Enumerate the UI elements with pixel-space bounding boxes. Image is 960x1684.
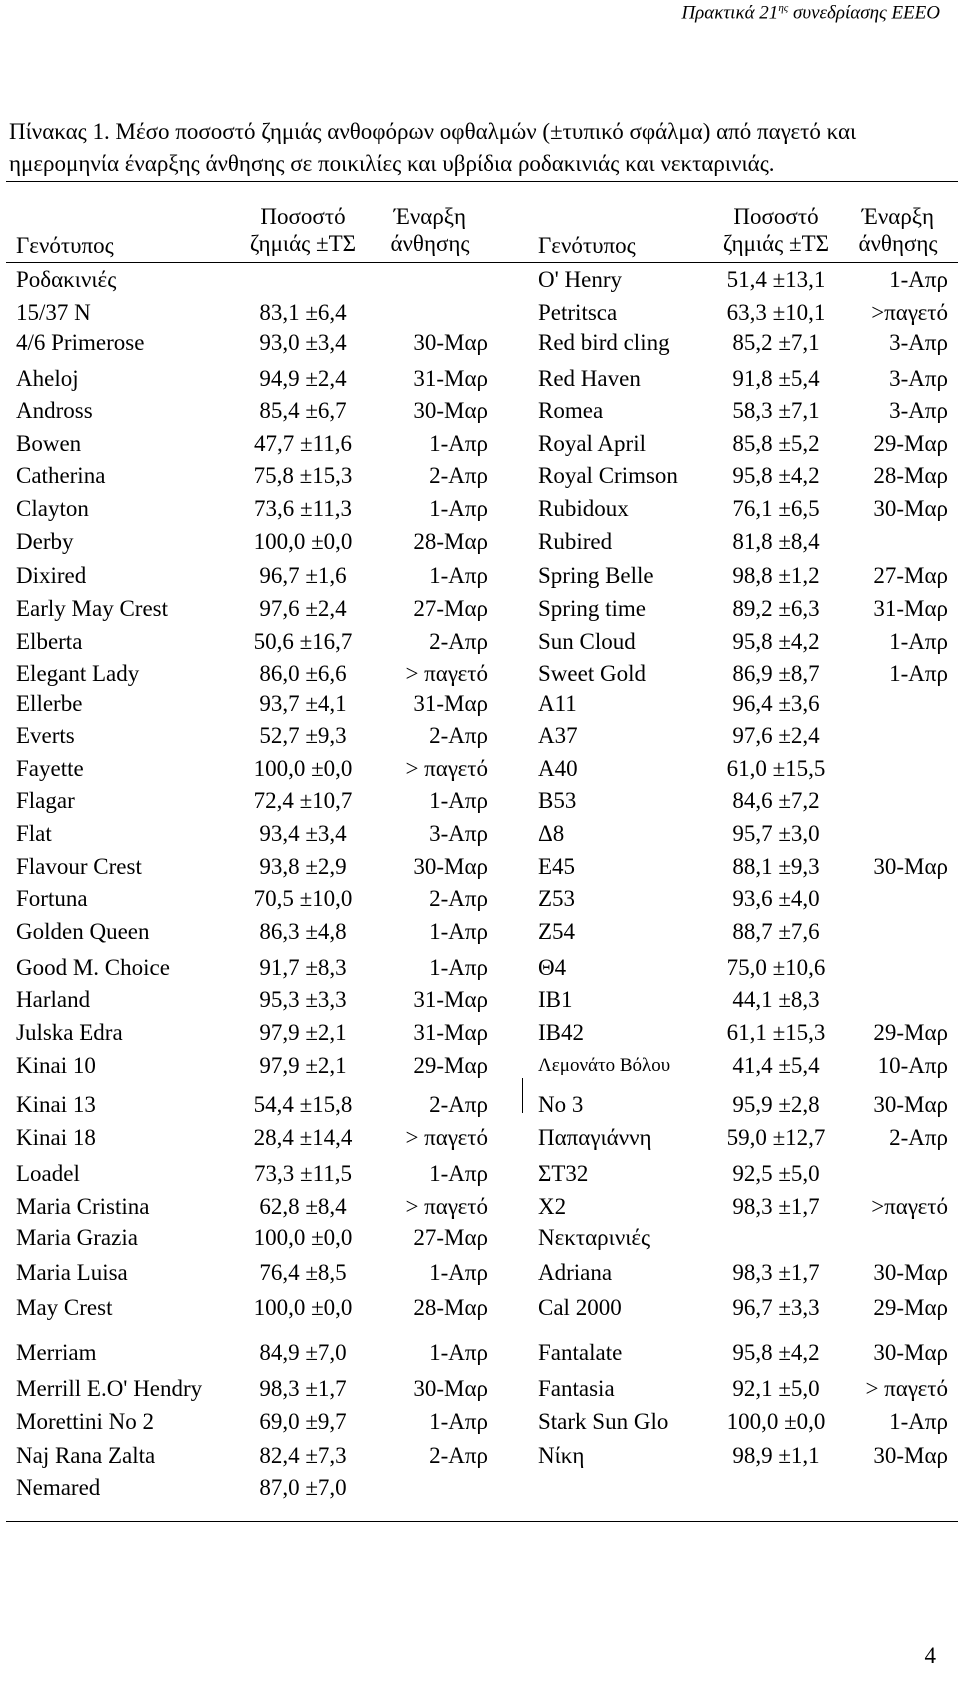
- bloom-date-cell: 3-Απρ: [889, 398, 948, 423]
- damage-cell: 93,0 ±3,4: [259, 330, 347, 355]
- genotype-cell: Fortuna: [16, 886, 88, 911]
- table-row: [0, 364, 960, 394]
- bloom-date-cell: 28-Μαρ: [873, 463, 948, 488]
- bloom-date-cell: 29-Μαρ: [873, 1295, 948, 1320]
- bloom-date-cell: > παγετό: [405, 756, 488, 781]
- table-row: [0, 461, 960, 491]
- damage-cell: 61,1 ±15,3: [726, 1020, 826, 1045]
- genotype-cell: Sun Cloud: [538, 629, 636, 654]
- bloom-date-cell: 1-Απρ: [429, 919, 488, 944]
- damage-cell: 100,0 ±0,0: [726, 1409, 826, 1434]
- genotype-cell: Flagar: [16, 788, 75, 813]
- genotype-cell: Morettini No 2: [16, 1409, 154, 1434]
- table-row: [0, 884, 960, 914]
- genotype-cell: Julska Edra: [16, 1020, 123, 1045]
- genotype-cell: Spring Belle: [538, 563, 654, 588]
- damage-cell: 85,8 ±5,2: [732, 431, 820, 456]
- genotype-cell: Early May Crest: [16, 596, 169, 621]
- genotype-cell: Rubired: [538, 529, 613, 554]
- damage-cell: 100,0 ±0,0: [253, 756, 353, 781]
- running-header: Πρακτικά $21^{\eta\varsigma}$ συνεδρίασης ΕΕΕΟ: [681, 2, 940, 24]
- bloom-date-cell: 2-Απρ: [429, 1443, 488, 1468]
- genotype-cell: Kinai 13: [16, 1092, 96, 1117]
- bloom-date-cell: 29-Μαρ: [873, 1020, 948, 1045]
- genotype-cell: Maria Cristina: [16, 1194, 150, 1219]
- genotype-cell: Aheloj: [16, 366, 79, 391]
- damage-cell: 96,7 ±1,6: [259, 563, 347, 588]
- genotype-cell: Νίκη: [538, 1443, 585, 1468]
- bloom-date-cell: 31-Μαρ: [413, 691, 488, 716]
- bloom-date-cell: 30-Μαρ: [873, 1260, 948, 1285]
- table-row: [0, 659, 960, 689]
- table-row: [0, 1407, 960, 1437]
- genotype-cell: May Crest: [16, 1295, 113, 1320]
- genotype-cell: B53: [538, 788, 577, 813]
- damage-cell: 50,6 ±16,7: [253, 629, 353, 654]
- damage-cell: 47,7 ±11,6: [253, 431, 353, 456]
- header-damage-left: Ποσοστό ζημιάς ±ΤΣ: [249, 204, 357, 256]
- genotype-cell: A37: [538, 723, 578, 748]
- damage-cell: 76,4 ±8,5: [259, 1260, 347, 1285]
- header-damage-right: Ποσοστό ζημιάς ±ΤΣ: [722, 204, 830, 256]
- bloom-date-cell: > παγετό: [865, 1376, 948, 1401]
- genotype-cell: 4/6 Primerose: [16, 330, 145, 355]
- table-row: [0, 1258, 960, 1288]
- damage-cell: 75,8 ±15,3: [253, 463, 353, 488]
- bloom-date-cell: >παγετό: [871, 300, 948, 325]
- table-row: [0, 429, 960, 459]
- table-row: [0, 396, 960, 426]
- genotype-cell: Everts: [16, 723, 75, 748]
- damage-cell: 95,8 ±4,2: [732, 463, 820, 488]
- bloom-date-cell: 1-Απρ: [889, 661, 948, 686]
- bloom-date-cell: 30-Μαρ: [413, 1376, 488, 1401]
- genotype-cell: Romea: [538, 398, 604, 423]
- bloom-date-cell: > παγετό: [405, 1125, 488, 1150]
- genotype-cell: Fantasia: [538, 1376, 615, 1401]
- damage-cell: 41,4 ±5,4: [732, 1053, 820, 1078]
- genotype-cell: Sweet Gold: [538, 661, 646, 686]
- genotype-cell: Nemared: [16, 1475, 101, 1500]
- table-row: [0, 1192, 960, 1222]
- damage-cell: 98,3 ±1,7: [732, 1260, 820, 1285]
- genotype-cell: Elberta: [16, 629, 83, 654]
- damage-cell: 97,9 ±2,1: [259, 1053, 347, 1078]
- genotype-cell: Golden Queen: [16, 919, 150, 944]
- damage-cell: 70,5 ±10,0: [253, 886, 353, 911]
- bloom-date-cell: 1-Απρ: [429, 955, 488, 980]
- bloom-date-cell: 3-Απρ: [889, 366, 948, 391]
- table-row: [0, 721, 960, 751]
- genotype-cell: Red Haven: [538, 366, 641, 391]
- genotype-cell: Ellerbe: [16, 691, 83, 716]
- bloom-date-cell: 30-Μαρ: [873, 1340, 948, 1365]
- bloom-date-cell: 30-Μαρ: [873, 1443, 948, 1468]
- bloom-date-cell: 2-Απρ: [429, 723, 488, 748]
- table-row: [0, 1051, 960, 1081]
- genotype-cell: Adriana: [538, 1260, 613, 1285]
- bloom-date-cell: 3-Απρ: [429, 821, 488, 846]
- genotype-cell: Merriam: [16, 1340, 97, 1365]
- damage-cell: 81,8 ±8,4: [732, 529, 820, 554]
- genotype-cell: Δ8: [538, 821, 565, 846]
- damage-cell: 86,3 ±4,8: [259, 919, 347, 944]
- genotype-cell: Royal April: [538, 431, 646, 456]
- genotype-cell: Θ4: [538, 955, 567, 980]
- column-divider-mark: [522, 1078, 523, 1113]
- genotype-cell: Loadel: [16, 1161, 80, 1186]
- damage-cell: 93,4 ±3,4: [259, 821, 347, 846]
- genotype-cell: Maria Luisa: [16, 1260, 128, 1285]
- table-row: [0, 1090, 960, 1120]
- bloom-date-cell: 30-Μαρ: [413, 398, 488, 423]
- table-top-rule: [6, 181, 958, 182]
- genotype-cell: IB1: [538, 987, 573, 1012]
- genotype-cell: Merrill E.O' Hendry: [16, 1376, 203, 1401]
- damage-cell: 96,7 ±3,3: [732, 1295, 820, 1320]
- genotype-cell: Kinai 10: [16, 1053, 96, 1078]
- table-caption: Πίνακας 1. Μέσο ποσοστό ζημιάς ανθοφόρων οφθαλμών (±τυπικό σφάλμα) από παγετό και ημερομηνία έναρξης άνθησης σε ποικιλίες και υβρίδια ροδακινιάς και νεκταρινιάς.: [9, 119, 857, 176]
- damage-cell: 93,6 ±4,0: [732, 886, 820, 911]
- genotype-cell: Derby: [16, 529, 74, 554]
- genotype-cell: O' Henry: [538, 267, 622, 292]
- damage-cell: 84,9 ±7,0: [259, 1340, 347, 1365]
- bloom-date-cell: 3-Απρ: [889, 330, 948, 355]
- genotype-cell: Flavour Crest: [16, 854, 142, 879]
- damage-cell: 89,2 ±6,3: [732, 596, 820, 621]
- header-bloom-left: Έναρξη άνθησης: [390, 204, 470, 256]
- damage-cell: 76,1 ±6,5: [732, 496, 820, 521]
- damage-cell: 86,9 ±8,7: [732, 661, 820, 686]
- table-row: [0, 689, 960, 719]
- table-row: [0, 1018, 960, 1048]
- table-row: [0, 527, 960, 557]
- table-row: [0, 627, 960, 657]
- genotype-cell: Good M. Choice: [16, 955, 170, 980]
- damage-cell: 95,8 ±4,2: [732, 629, 820, 654]
- genotype-cell: Dixired: [16, 563, 87, 588]
- bloom-date-cell: 2-Απρ: [429, 629, 488, 654]
- damage-cell: 95,9 ±2,8: [732, 1092, 820, 1117]
- genotype-cell: Spring time: [538, 596, 646, 621]
- bloom-date-cell: 29-Μαρ: [413, 1053, 488, 1078]
- damage-cell: 100,0 ±0,0: [253, 1295, 353, 1320]
- damage-cell: 97,9 ±2,1: [259, 1020, 347, 1045]
- damage-cell: 62,8 ±8,4: [259, 1194, 347, 1219]
- genotype-cell: Z54: [538, 919, 576, 944]
- genotype-cell: X2: [538, 1194, 567, 1219]
- damage-cell: 51,4 ±13,1: [726, 267, 826, 292]
- table-row: [0, 786, 960, 816]
- damage-cell: 91,7 ±8,3: [259, 955, 347, 980]
- bloom-date-cell: 2-Απρ: [429, 886, 488, 911]
- genotype-cell: Bowen: [16, 431, 82, 456]
- table-row: [0, 985, 960, 1015]
- header-genotype-left: Γενότυπος: [16, 233, 114, 258]
- damage-cell: 28,4 ±14,4: [253, 1125, 353, 1150]
- bloom-date-cell: 1-Απρ: [429, 1260, 488, 1285]
- damage-cell: 58,3 ±7,1: [732, 398, 820, 423]
- damage-cell: 59,0 ±12,7: [726, 1125, 826, 1150]
- damage-cell: 69,0 ±9,7: [259, 1409, 347, 1434]
- damage-cell: 98,3 ±1,7: [732, 1194, 820, 1219]
- bloom-date-cell: 1-Απρ: [889, 1409, 948, 1434]
- genotype-cell: 15/37 N: [16, 300, 91, 325]
- bloom-date-cell: 1-Απρ: [429, 431, 488, 456]
- damage-cell: 87,0 ±7,0: [259, 1475, 347, 1500]
- table-row: [0, 917, 960, 947]
- genotype-cell: Fayette: [16, 756, 84, 781]
- damage-cell: 88,1 ±9,3: [732, 854, 820, 879]
- table-row: [0, 1374, 960, 1404]
- damage-cell: 97,6 ±2,4: [259, 596, 347, 621]
- genotype-cell: No 3: [538, 1092, 584, 1117]
- table-row: [0, 494, 960, 524]
- bloom-date-cell: >παγετό: [871, 1194, 948, 1219]
- bloom-date-cell: 30-Μαρ: [873, 496, 948, 521]
- bloom-date-cell: > παγετό: [405, 1194, 488, 1219]
- damage-cell: 75,0 ±10,6: [726, 955, 826, 980]
- damage-cell: 98,8 ±1,2: [732, 563, 820, 588]
- table-row: [0, 1338, 960, 1368]
- bloom-date-cell: 31-Μαρ: [873, 596, 948, 621]
- bloom-date-cell: 2-Απρ: [429, 463, 488, 488]
- bloom-date-cell: 28-Μαρ: [413, 1295, 488, 1320]
- genotype-cell: Kinai 18: [16, 1125, 96, 1150]
- table-row: [0, 1473, 960, 1503]
- header-bloom-right: Έναρξη άνθησης: [858, 204, 938, 256]
- table-row: [0, 265, 960, 295]
- genotype-cell: Harland: [16, 987, 91, 1012]
- genotype-cell: Rubidoux: [538, 496, 629, 521]
- table-row: [0, 953, 960, 983]
- bloom-date-cell: 1-Απρ: [889, 267, 948, 292]
- damage-cell: 92,1 ±5,0: [732, 1376, 820, 1401]
- damage-cell: 88,7 ±7,6: [732, 919, 820, 944]
- genotype-cell: A40: [538, 756, 578, 781]
- table-row: [0, 594, 960, 624]
- page-number: 4: [924, 1643, 936, 1668]
- damage-cell: 93,7 ±4,1: [259, 691, 347, 716]
- bloom-date-cell: 27-Μαρ: [873, 563, 948, 588]
- table-row: [0, 1293, 960, 1323]
- bloom-date-cell: 27-Μαρ: [413, 1225, 488, 1250]
- damage-cell: 96,4 ±3,6: [732, 691, 820, 716]
- bloom-date-cell: 1-Απρ: [889, 629, 948, 654]
- genotype-cell: Fantalate: [538, 1340, 623, 1365]
- damage-cell: 63,3 ±10,1: [726, 300, 826, 325]
- genotype-cell: Catherina: [16, 463, 106, 488]
- table-row: [0, 1123, 960, 1153]
- table-row: [0, 1159, 960, 1189]
- damage-cell: 52,7 ±9,3: [259, 723, 347, 748]
- genotype-cell: A11: [538, 691, 577, 716]
- damage-cell: 73,3 ±11,5: [253, 1161, 353, 1186]
- damage-cell: 97,6 ±2,4: [732, 723, 820, 748]
- genotype-cell: Cal 2000: [538, 1295, 622, 1320]
- bloom-date-cell: 10-Απρ: [877, 1053, 948, 1078]
- damage-cell: 82,4 ±7,3: [259, 1443, 347, 1468]
- damage-cell: 85,2 ±7,1: [732, 330, 820, 355]
- genotype-cell: E45: [538, 854, 576, 879]
- genotype-cell: Red bird cling: [538, 330, 670, 355]
- genotype-cell: Παπαγιάννη: [538, 1125, 652, 1150]
- damage-cell: 84,6 ±7,2: [732, 788, 820, 813]
- damage-cell: 95,8 ±4,2: [732, 1340, 820, 1365]
- damage-cell: 86,0 ±6,6: [259, 661, 347, 686]
- bloom-date-cell: 31-Μαρ: [413, 366, 488, 391]
- table-row: [0, 819, 960, 849]
- damage-cell: 85,4 ±6,7: [259, 398, 347, 423]
- bloom-date-cell: 1-Απρ: [429, 1340, 488, 1365]
- table-row: [0, 852, 960, 882]
- bloom-date-cell: 31-Μαρ: [413, 1020, 488, 1045]
- genotype-cell: Clayton: [16, 496, 89, 521]
- table-row: [0, 1441, 960, 1471]
- genotype-cell: IB42: [538, 1020, 584, 1045]
- genotype-cell: Ροδακινιές: [16, 267, 117, 292]
- damage-cell: 98,9 ±1,1: [732, 1443, 820, 1468]
- damage-cell: 44,1 ±8,3: [732, 987, 820, 1012]
- genotype-cell: Andross: [16, 398, 93, 423]
- damage-cell: 73,6 ±11,3: [253, 496, 353, 521]
- bloom-date-cell: 28-Μαρ: [413, 529, 488, 554]
- table-row: [0, 298, 960, 328]
- bloom-date-cell: 29-Μαρ: [873, 431, 948, 456]
- genotype-cell: Stark Sun Glo: [538, 1409, 669, 1434]
- bloom-date-cell: 31-Μαρ: [413, 987, 488, 1012]
- bloom-date-cell: 2-Απρ: [889, 1125, 948, 1150]
- damage-cell: 61,0 ±15,5: [726, 756, 826, 781]
- genotype-cell: Λεμονάτο Βόλου: [538, 1055, 671, 1076]
- bloom-date-cell: 1-Απρ: [429, 788, 488, 813]
- genotype-cell: Elegant Lady: [16, 661, 140, 686]
- damage-cell: 100,0 ±0,0: [253, 529, 353, 554]
- genotype-cell: Naj Rana Zalta: [16, 1443, 156, 1468]
- bloom-date-cell: 30-Μαρ: [413, 330, 488, 355]
- table-row: [0, 754, 960, 784]
- damage-cell: 54,4 ±15,8: [253, 1092, 353, 1117]
- bloom-date-cell: 2-Απρ: [429, 1092, 488, 1117]
- table-row: [0, 328, 960, 358]
- bloom-date-cell: 1-Απρ: [429, 1409, 488, 1434]
- genotype-cell: Z53: [538, 886, 576, 911]
- bloom-date-cell: 1-Απρ: [429, 563, 488, 588]
- table-bottom-rule: [6, 1521, 958, 1522]
- header-genotype-right: Γενότυπος: [538, 233, 636, 258]
- damage-cell: 94,9 ±2,4: [259, 366, 347, 391]
- damage-cell: 83,1 ±6,4: [259, 300, 347, 325]
- bloom-date-cell: 1-Απρ: [429, 496, 488, 521]
- genotype-cell: Maria Grazia: [16, 1225, 138, 1250]
- bloom-date-cell: > παγετό: [405, 661, 488, 686]
- damage-cell: 95,3 ±3,3: [259, 987, 347, 1012]
- damage-cell: 72,4 ±10,7: [253, 788, 353, 813]
- bloom-date-cell: 30-Μαρ: [873, 1092, 948, 1117]
- genotype-cell: Petritsca: [538, 300, 618, 325]
- damage-cell: 92,5 ±5,0: [732, 1161, 820, 1186]
- genotype-cell: ΣΤ32: [538, 1161, 589, 1186]
- bloom-date-cell: 30-Μαρ: [413, 854, 488, 879]
- genotype-cell: Flat: [16, 821, 52, 846]
- table-row: [0, 561, 960, 591]
- damage-cell: 98,3 ±1,7: [259, 1376, 347, 1401]
- damage-cell: 93,8 ±2,9: [259, 854, 347, 879]
- bloom-date-cell: 27-Μαρ: [413, 596, 488, 621]
- damage-cell: 100,0 ±0,0: [253, 1225, 353, 1250]
- header-rule: [6, 262, 958, 263]
- damage-cell: 95,7 ±3,0: [732, 821, 820, 846]
- bloom-date-cell: 30-Μαρ: [873, 854, 948, 879]
- bloom-date-cell: 1-Απρ: [429, 1161, 488, 1186]
- table-row: [0, 1223, 960, 1253]
- genotype-cell: Νεκταρινιές: [538, 1225, 651, 1250]
- damage-cell: 91,8 ±5,4: [732, 366, 820, 391]
- genotype-cell: Royal Crimson: [538, 463, 678, 488]
